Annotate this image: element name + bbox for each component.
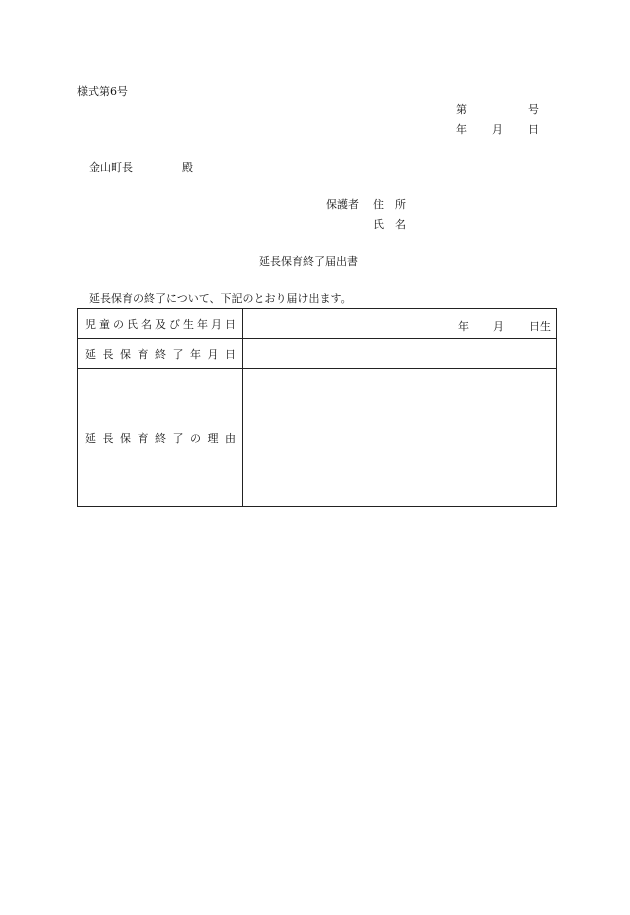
end-reason-field[interactable]: [243, 369, 557, 507]
form-number: 様式第6号: [77, 85, 128, 98]
guardian-role-label: 保護者: [326, 198, 359, 211]
end-date-label-cell: [78, 339, 243, 369]
end-reason-label-cell: [78, 369, 243, 507]
date-year-label: 年: [456, 123, 467, 136]
child-name-dob-field[interactable]: [243, 309, 557, 339]
end-date-label: 延長保育終了年月日: [85, 347, 236, 361]
guardian-address-label: 住 所: [373, 198, 406, 211]
guardian-name-label: 氏 名: [373, 218, 406, 231]
date-day-label: 日: [528, 123, 539, 136]
date-month-label: 月: [492, 123, 503, 136]
dob-month-label: 月: [493, 320, 504, 333]
dob-birth-label: 日生: [529, 320, 551, 333]
report-table: [77, 308, 557, 507]
dob-year-label: 年: [458, 320, 469, 333]
document-title: 延長保育終了届出書: [259, 255, 358, 268]
table-row: [78, 369, 557, 507]
table-row: [78, 339, 557, 369]
doc-number-prefix: 第: [456, 103, 467, 116]
child-name-dob-label: 児童の氏名及び生年月日: [85, 317, 236, 331]
end-date-field[interactable]: [243, 339, 557, 369]
addressee-honorific: 殿: [182, 161, 193, 174]
table-row: [78, 309, 557, 339]
child-name-dob-label-cell: [78, 309, 243, 339]
addressee-name: 金山町長: [89, 161, 133, 174]
intro-text: 延長保育の終了について、下記のとおり届け出ます。: [89, 292, 352, 305]
end-reason-label: 延長保育終了の理由: [85, 431, 236, 445]
doc-number-suffix: 号: [528, 103, 539, 116]
